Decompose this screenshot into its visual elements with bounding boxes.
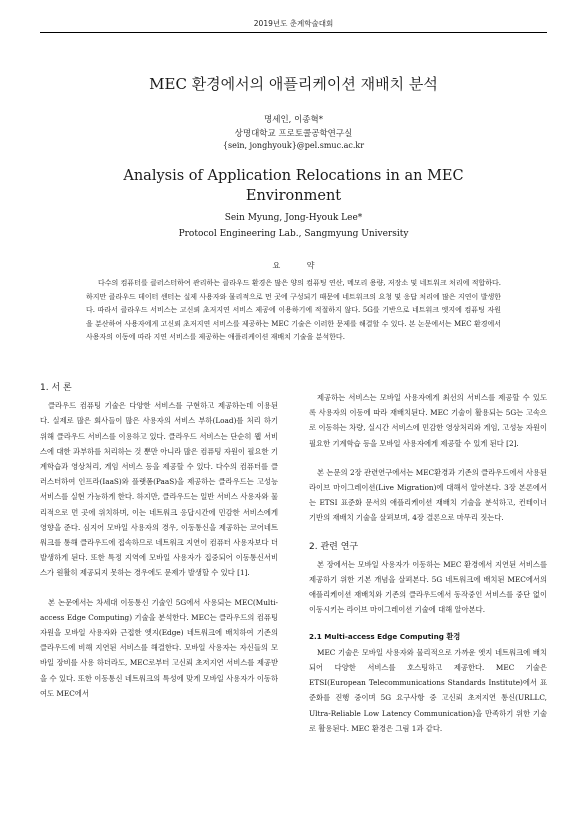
subsection-2-1-heading: 2.1 Multi-access Edge Computing 환경 [309, 631, 461, 641]
paper-title-korean: MEC 환경에서의 애플리케이션 재배치 분석 [149, 75, 438, 93]
authors-english: Sein Myung, Jong-Hyouk Lee* [224, 213, 363, 223]
section-2-heading: 2. 관련 연구 [309, 541, 359, 552]
affiliation-korean: 상명대학교 프로토콜공학연구실 [234, 129, 353, 139]
intro-paragraph-2: 본 논문에서는 차세대 이동통신 기술인 5G에서 사용되는 MEC(Multi-access Edge Computing) 기술을 분석한다. MEC는 클라우드의 컴퓨팅 자원을 모바일 사용자와 근접한 엣지(Edge) 네트워크에 배치하여 기존의 클라우드에 비해 지연된 서비스를 해결한다. 모바일 사용자는 자신들의 모바일 장비를 사용 하더라도, MEC로부터 고신뢰 초저지연 서비스를 제공받을 수 있다. 또한 이동통신 네트워크의 특성에 맞게 모바일 사용자가 이동하여도 MEC에서 [40, 597, 278, 698]
mec-paragraph: MEC 기술은 모바일 사용자와 물리적으로 가까운 엣지 네트워크에 배치되어 다양한 서비스를 호스팅하고 제공한다. MEC 기술은 ETSI(European Telecommunications Standards Institute)에서 표준화를 진행 중이며 5G 요구사항 중 고신뢰 초저지연 통신(URLLC, Ultra-Reliable Low Latency Communication)을 만족하기 위한 기술로 활용된다. MEC 환경은 그림 1과 같다. [309, 647, 547, 733]
left-column [40, 381, 278, 701]
conference-header: 2019년도 춘계학술대회 [40, 18, 547, 33]
abstract-text: 다수의 컴퓨터를 클러스터하여 관리하는 클라우드 환경은 많은 양의 컴퓨팅 연산, 메모리 용량, 저장소 및 네트워크 처리에 적합하다. 하지만 클라우드 데이터 센터는 실제 사용자와 물리적으로 먼 곳에 구성되기 때문에 네트워크의 요청 및 응답 처리에 많은 지연이 발생한다. 따라서 클라우드 서비스는 고신뢰 초저지연 서비스 제공에 이용하기에 적절하지 않다. 5G를 기반으로 네트워크 엣지에 컴퓨팅 자원을 분산하여 사용자에게 고신뢰 초저지연 서비스를 제공하는 MEC 기술은 이러한 문제를 해결할 수 있다. 본 논문에서는 MEC 환경에서 사용자의 이동에 따라 지연 서비스를 제공하는 애플리케이션 재배치 기술을 분석한다. [86, 279, 501, 341]
intro-paragraph-3: 제공하는 서비스는 모바일 사용자에게 최선의 서비스를 제공할 수 있도록 사용자의 이동에 따라 재배치된다. MEC 기술이 활용되는 5G는 고속으로 이동하는 차량, 실시간 서비스에 민감한 영상처리와 게임, 고성능 자원이 필요한 기계학습 등을 모바일 사용자에게 제공할 수 있게 된다 [2]. [309, 393, 547, 448]
intro-paragraph-4: 본 논문의 2장 관련연구에서는 MEC환경과 기존의 클라우드에서 사용된 라이브 마이그레이션(Live Migration)에 대해서 알아본다. 3장 본론에서는 ETSI 표준화 문서의 애플리케이션 재배치 기술을 분석하고, 컨테이너 기반의 재배치 기술을 살펴보며, 4장 결론으로 마무리 짓는다. [309, 467, 547, 523]
section-1-heading: 1. 서 론 [40, 383, 72, 393]
paper-title-english [0, 166, 587, 206]
abstract-heading: 요 약 [272, 261, 327, 270]
intro-paragraph-1: 클라우드 컴퓨팅 기술은 다양한 서비스를 구현하고 제공하는데 이용된다. 실제로 많은 회사들이 많은 사용자의 서비스 부하(Load)를 처리 하기 위해 클라우드 서비스를 이용하고 있다. 클라우드 서비스는 단순히 웹 서비스에 대한 과부하를 처리하는 것 뿐만 아니라 많은 컴퓨팅 자원이 필요한 기계학습과 영상처리, 게임 서비스 등을 제공할 수 있다. 다수의 컴퓨터를 클러스터하여 인프라(IaaS)와 플랫폼(PaaS)을 제공하는 클라우드는 고성능 서비스를 실현 가능하게 한다. 하지만, 클라우드는 일반 서비스 사용자와 물리적으로 먼 곳에 위치하며, 이는 네트워크 응답시간에 민감한 서비스에게 영향을 준다. 심지어 모바일 사용자의 경우, 이동통신을 제공하는 코어네트워크를 통해 클라우드에 접속하므로 네트워크 지연이 컴퓨터 사용자보다 더 발생하게 된다. 또한 특정 지역에 모바일 사용자가 집중되어 이동통신서비스가 원활히 제공되지 못하는 경우에도 문제가 발생할 수 있다 [1]. [40, 401, 278, 578]
related-work-paragraph: 본 장에서는 모바일 사용자가 이동하는 MEC 환경에서 지연된 서비스를 제공하기 위한 기본 개념을 살펴본다. 5G 네트워크에 배치된 MEC에서의 애플리케이션 재배치와 기존의 클라우드에서 동작중인 서비스를 중단 없이 이동시키는 라이브 마이그레이션 기술에 대해 알아본다. [309, 559, 547, 615]
title-en-line2: Environment [245, 188, 342, 204]
author-email: {sein, jonghyouk}@pel.smuc.ac.kr [222, 141, 365, 150]
authors-korean: 명세인, 이종혁* [264, 115, 323, 125]
right-column [309, 390, 547, 736]
title-en-line1: Analysis of Application Relocations in an MEC [123, 168, 464, 184]
affiliation-english: Protocol Engineering Lab., Sangmyung University [178, 229, 409, 239]
